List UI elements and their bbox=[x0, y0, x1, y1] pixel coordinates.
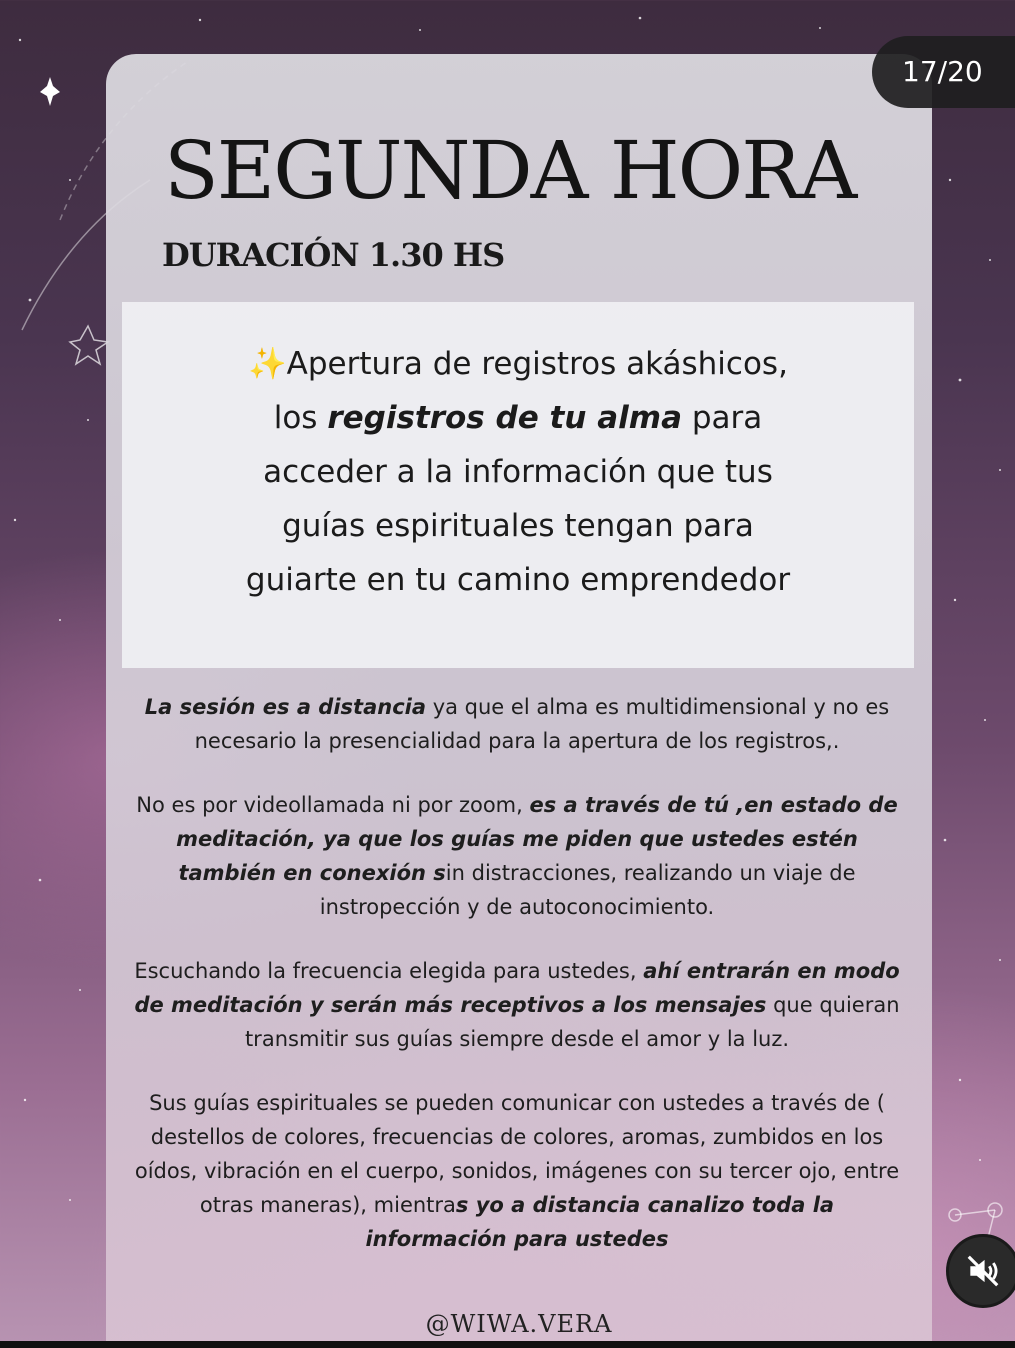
highlight-line-2-pre: los bbox=[273, 400, 328, 436]
speaker-muted-icon bbox=[964, 1252, 1002, 1290]
duration-subtitle: DURACIÓN 1.30 HS bbox=[162, 236, 505, 274]
paragraph-4: Sus guías espirituales se pueden comunicar con ustedes a través de ( destellos de colores, frecuencias de colores, aromas, zumbidos en los oídos, vibración en el cuerpo, sonidos, imágenes con su tercer ojo, entre otras maneras), mientras yo a distancia canalizo toda la información para ustedes bbox=[134, 1091, 900, 1251]
highlight-box bbox=[122, 302, 914, 668]
highlight-line-4: guías espirituales tengan para bbox=[282, 508, 754, 544]
sparkles-icon: ✨ bbox=[248, 346, 287, 382]
highlight-line-1: Apertura de registros akáshicos, bbox=[286, 346, 788, 382]
highlight-line-5: guiarte en tu camino emprendedor bbox=[245, 562, 791, 598]
highlight-line-2-bold: registros de tu alma bbox=[327, 400, 682, 436]
paragraph-3: Escuchando la frecuencia elegida para ustedes, ahí entrarán en modo de meditación y serán más receptivos a los mensajes que quieran transmitir sus guías siempre desde el amor y la luz. bbox=[134, 959, 900, 1051]
mute-button[interactable] bbox=[946, 1234, 1015, 1308]
story-card bbox=[106, 54, 932, 1344]
bottom-edge bbox=[0, 1341, 1015, 1348]
story-counter: 17/20 bbox=[872, 36, 1015, 108]
author-handle[interactable]: @WIWA.VERA bbox=[425, 1310, 613, 1338]
page-title: SEGUNDA HORA bbox=[164, 124, 856, 217]
paragraph-1: La sesión es a distancia ya que el alma es multidimensional y no es necesario la presencialidad para la apertura de los registros,. bbox=[144, 695, 890, 753]
highlight-text bbox=[122, 337, 914, 607]
paragraph-2: No es por videollamada ni por zoom, es a través de tú ,en estado de meditación, ya que los guías me piden que ustedes estén también en conexión sin distracciones, realizando un viaje de instropección y de autoconocimiento. bbox=[136, 793, 898, 919]
description-body bbox=[132, 690, 902, 1286]
highlight-line-3: acceder a la información que tus bbox=[263, 454, 773, 490]
highlight-line-2-post: para bbox=[682, 400, 763, 436]
